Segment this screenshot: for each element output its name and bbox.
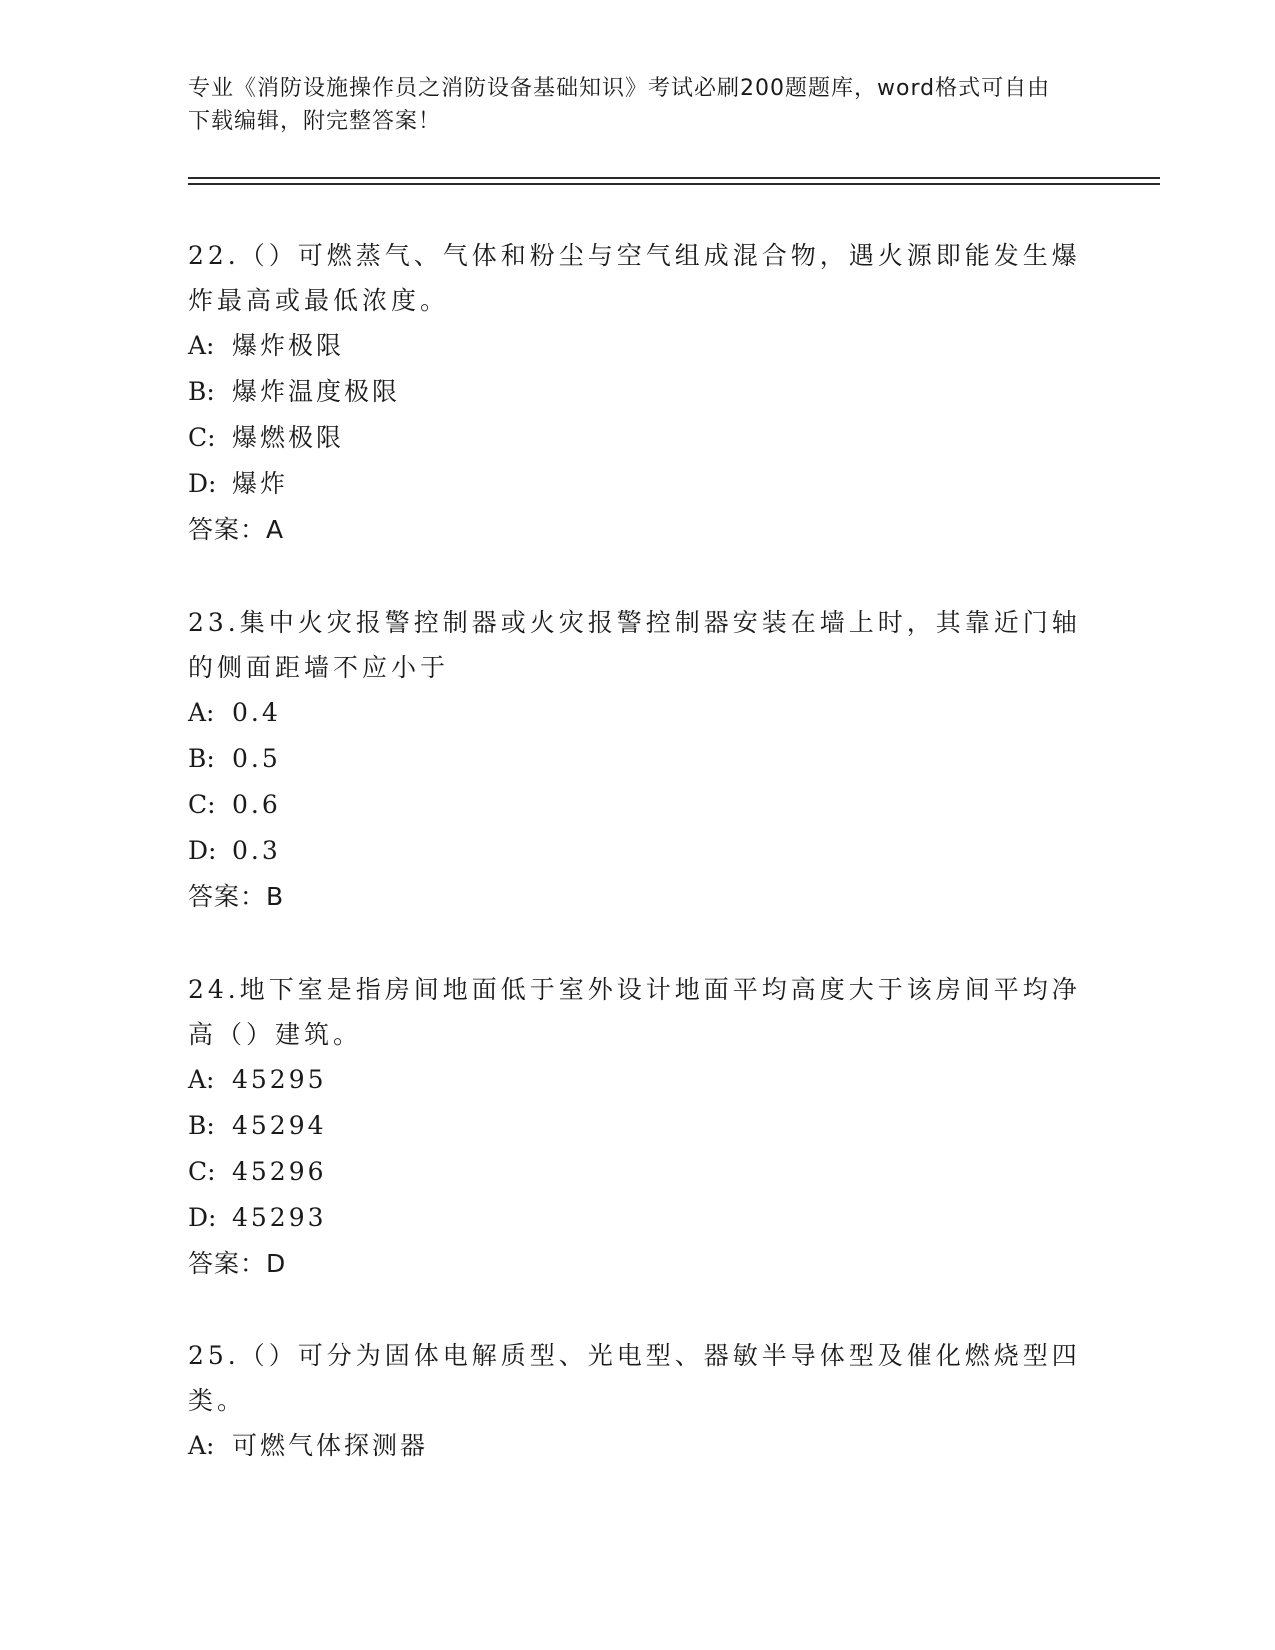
- option-key: A:: [188, 331, 215, 360]
- option-key: D:: [188, 1203, 217, 1232]
- option-key: D:: [188, 836, 217, 865]
- question-stem: 24.地下室是指房间地面低于室外设计地面平均高度大于该房间平均净高（）建筑。: [188, 975, 1081, 1049]
- option-text: 45294: [232, 1111, 327, 1140]
- option-text: 45296: [232, 1157, 327, 1186]
- option-a: [188, 1423, 1088, 1469]
- option-key: A:: [188, 1431, 215, 1460]
- question-stem: 22.（）可燃蒸气、气体和粉尘与空气组成混合物，遇火源即能发生爆炸最高或最低浓度。: [188, 241, 1081, 315]
- option-b: [188, 736, 1088, 782]
- option-text: 爆炸温度极限: [232, 377, 401, 406]
- header-divider-bottom: [188, 183, 1160, 185]
- option-text: 可燃气体探测器: [232, 1431, 429, 1460]
- question-stem: 25.（）可分为固体电解质型、光电型、器敏半导体型及催化燃烧型四类。: [188, 1341, 1081, 1415]
- header-divider-top: [188, 177, 1160, 179]
- option-c: [188, 1149, 1088, 1195]
- option-text: 45295: [232, 1065, 327, 1094]
- option-text: 爆炸极限: [232, 331, 345, 360]
- question-24: [188, 967, 1088, 1287]
- question-stem: 23.集中火灾报警控制器或火灾报警控制器安装在墙上时，其靠近门轴的侧面距墙不应小于: [188, 608, 1081, 682]
- option-a: [188, 323, 1088, 369]
- option-key: C:: [188, 790, 216, 819]
- option-b: [188, 1103, 1088, 1149]
- option-text: 0.6: [232, 790, 281, 819]
- question-23: [188, 600, 1088, 920]
- answer: 答案：D: [188, 1249, 287, 1278]
- option-key: B:: [188, 377, 215, 406]
- option-key: C:: [188, 423, 216, 452]
- option-text: 爆燃极限: [232, 423, 345, 452]
- option-key: B:: [188, 744, 215, 773]
- option-d: [188, 461, 1088, 507]
- option-text: 0.5: [232, 744, 281, 773]
- option-b: [188, 369, 1088, 415]
- document-header: 专业《消防设施操作员之消防设备基础知识》考试必刷200题题库，word格式可自由下载编辑，附完整答案！: [188, 76, 1051, 134]
- option-d: [188, 828, 1088, 874]
- option-d: [188, 1195, 1088, 1241]
- option-key: A:: [188, 1065, 215, 1094]
- option-c: [188, 415, 1088, 461]
- answer: 答案：B: [188, 882, 285, 911]
- option-key: C:: [188, 1157, 216, 1186]
- answer: 答案：A: [188, 515, 285, 544]
- option-key: B:: [188, 1111, 215, 1140]
- option-a: [188, 690, 1088, 736]
- option-text: 0.3: [232, 836, 281, 865]
- option-a: [188, 1057, 1088, 1103]
- question-25: [188, 1333, 1088, 1469]
- question-22: [188, 233, 1088, 553]
- option-text: 爆炸: [232, 469, 289, 498]
- option-text: 0.4: [232, 698, 281, 727]
- option-key: D:: [188, 469, 217, 498]
- option-text: 45293: [232, 1203, 327, 1232]
- option-c: [188, 782, 1088, 828]
- option-key: A:: [188, 698, 215, 727]
